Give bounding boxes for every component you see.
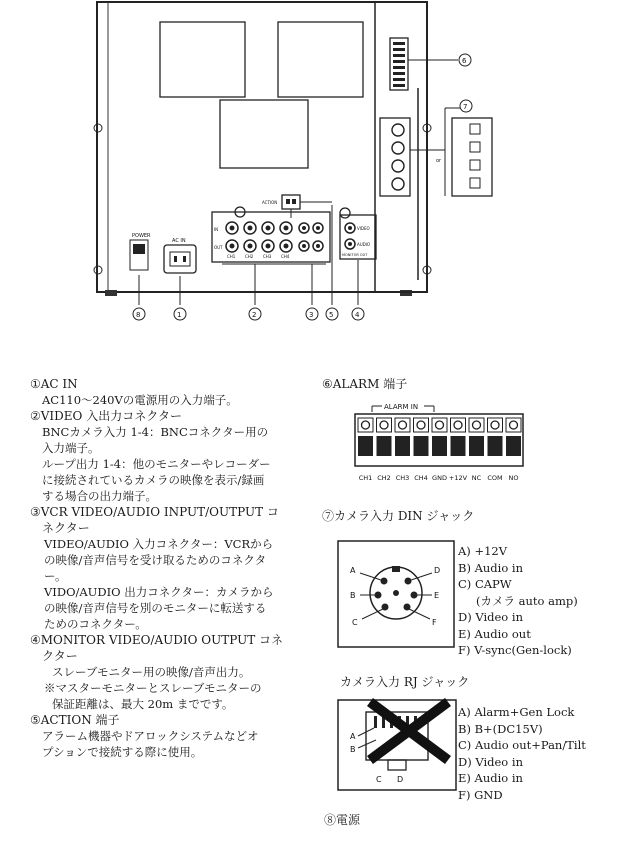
alarm-terminal-diagram xyxy=(322,392,622,502)
din-pin-e xyxy=(411,592,418,599)
ch2-label: CH2 xyxy=(245,254,254,259)
alarm-pin-nc xyxy=(469,418,484,456)
din-letter-c: C xyxy=(352,618,358,627)
rj-pin-item: A) Alarm+Gen Lock xyxy=(458,705,575,719)
callout-2 xyxy=(249,308,261,320)
or-label: or xyxy=(436,158,442,164)
alarm-pin-label: CH3 xyxy=(395,474,410,482)
monitor-video-label: VIDEO xyxy=(357,226,370,231)
ch4-label: CH4 xyxy=(281,254,290,259)
din-pin-a xyxy=(381,578,388,585)
side-alarm-block xyxy=(390,38,408,90)
action-line: プションで接続する際に使用。 xyxy=(42,745,203,759)
rj-pin-item: E) Audio in xyxy=(458,771,523,785)
alarm-pin-ch4 xyxy=(414,418,429,456)
din-pin-d xyxy=(405,578,412,585)
ac-inlet xyxy=(164,245,196,273)
vent-panel xyxy=(160,22,245,97)
svg-text:5: 5 xyxy=(329,311,334,319)
alarm-pin-label: NC xyxy=(471,474,482,482)
video-io-line: に接続されているカメラの映像を表示/録画 xyxy=(42,473,265,487)
alarm-pin-label: +12V xyxy=(448,474,468,482)
monitor-out-title-cont: クター xyxy=(42,649,78,663)
alarm-pin-labels xyxy=(359,474,519,482)
ac-in-title: ①AC IN xyxy=(30,377,78,391)
rj-pin-item: F) GND xyxy=(458,787,503,802)
svg-text:8: 8 xyxy=(136,311,141,319)
vent-panel xyxy=(220,100,308,168)
vcr-io-line: の映像/音声信号を別のモニターに転送する xyxy=(44,601,267,615)
ac-in-line: AC110～240Vの電源用の入力端子。 xyxy=(42,393,238,407)
alarm-pin-no xyxy=(506,418,521,456)
rj-pin-list xyxy=(458,704,586,803)
svg-text:6: 6 xyxy=(462,57,467,65)
callout-6 xyxy=(459,54,471,66)
video-io-title: ②VIDEO 入出力コネクター xyxy=(30,409,182,423)
alarm-in-bracket-label: ALARM IN xyxy=(384,403,419,411)
action-label: ACTION xyxy=(262,200,278,205)
alarm-pin-gnd xyxy=(432,418,447,456)
rj-letter-b: B xyxy=(350,745,356,754)
vcr-io-line: ー。 xyxy=(44,569,67,583)
callout-7 xyxy=(460,100,472,112)
rj-crossed-out-mark xyxy=(370,702,448,760)
din-pin-item: F) V-sync(Gen-lock) xyxy=(458,643,572,657)
din-jack-diagram xyxy=(330,535,460,655)
video-io-line: BNCカメラ入力 1-4：BNCコネクター用の xyxy=(42,425,269,439)
video-io-line: ループ出力 1-4：他のモニターやレコーダー xyxy=(42,457,271,471)
monitor-out-title: ④MONITOR VIDEO/AUDIO OUTPUT コネ xyxy=(30,633,284,647)
vcr-io-line: VIDEO/AUDIO 入力コネクター：VCRから xyxy=(44,537,274,551)
rj-jack-diagram xyxy=(330,698,460,798)
din-letter-e: E xyxy=(434,591,440,600)
callout-8 xyxy=(133,308,145,320)
side-din-panel xyxy=(380,118,410,196)
rear-panel-diagram xyxy=(0,0,632,330)
svg-text:3: 3 xyxy=(309,311,314,319)
video-io-line: 入力端子。 xyxy=(42,441,100,455)
rj-letter-d: D xyxy=(397,775,404,784)
din-letter-f: F xyxy=(432,618,437,627)
vent-panel xyxy=(278,22,363,97)
description-column xyxy=(30,376,283,760)
rj-letter-a: A xyxy=(350,732,356,741)
alarm-pin-ch3 xyxy=(395,418,410,456)
din-pin-item: E) Audio out xyxy=(458,626,531,641)
monitor-audio-label: AUDIO xyxy=(357,242,371,247)
action-terminal xyxy=(282,195,300,209)
monitor-out-line: ※マスターモニターとスレーブモニターの xyxy=(44,681,262,695)
din-pin-item: D) Video in xyxy=(458,610,523,624)
callout-3 xyxy=(306,308,318,320)
action-title: ⑤ACTION 端子 xyxy=(30,713,120,727)
input-label: IN xyxy=(214,227,219,232)
din-letter-a: A xyxy=(350,566,356,575)
din-title: ⑦カメラ入力 DIN ジャック xyxy=(322,509,475,523)
alarm-terminal-pins xyxy=(358,418,521,456)
callout-5 xyxy=(326,308,338,320)
din-pin-list xyxy=(458,543,578,659)
monitor-out-label: MONITOR OUT xyxy=(342,253,368,257)
ch3-label: CH3 xyxy=(263,254,272,259)
svg-text:2: 2 xyxy=(252,311,257,319)
side-panel xyxy=(375,2,427,292)
chassis-foot-left xyxy=(105,290,117,296)
alarm-pin-label: CH2 xyxy=(377,474,391,482)
action-line: アラーム機器やドアロックシステムなどオ xyxy=(42,729,259,743)
alarm-pins-side xyxy=(393,42,405,87)
vcr-connectors xyxy=(299,223,323,251)
svg-text:4: 4 xyxy=(355,311,360,319)
din-letter-b: B xyxy=(350,591,356,600)
vcr-io-title-cont: ネクター xyxy=(42,521,90,535)
callout-4 xyxy=(352,308,364,320)
din-pin-item: B) Audio in xyxy=(458,560,524,575)
rj-letter-c: C xyxy=(376,775,382,784)
din-pin-item: C) CAPW xyxy=(458,577,512,591)
output-label: OUT xyxy=(214,245,223,250)
alarm-title: ⑥ALARM 端子 xyxy=(322,377,408,391)
power-label: POWER xyxy=(132,233,151,239)
alarm-pin-ch2 xyxy=(377,418,392,456)
monitor-out-line: スレーブモニター用の映像/音声出力。 xyxy=(52,665,251,679)
vcr-io-line: VIDO/AUDIO 出力コネクター：カメラから xyxy=(44,585,274,599)
rj-title: カメラ入力 RJ ジャック xyxy=(340,675,470,689)
monitor-out-line: 保証距離は、最大 20m までです。 xyxy=(52,697,234,711)
chassis-foot-right xyxy=(400,290,412,296)
alarm-pin-label: COM xyxy=(487,474,503,482)
din-pin-item: (カメラ auto amp) xyxy=(476,593,578,608)
din-pin-b xyxy=(375,592,382,599)
svg-text:1: 1 xyxy=(177,311,182,319)
acin-label: AC IN xyxy=(172,238,186,244)
callout-1 xyxy=(174,308,186,320)
alarm-pin-label: CH4 xyxy=(414,474,428,482)
vcr-io-line: の映像/音声信号を受け取るためのコネクタ xyxy=(44,553,267,567)
din-pin-item: A) +12V xyxy=(458,544,508,558)
alarm-pin-com xyxy=(488,418,503,456)
alarm-pin-label: CH1 xyxy=(358,474,373,482)
bnc-row-bottom xyxy=(226,240,292,252)
vcr-io-line: ためのコネクター。 xyxy=(44,617,147,631)
ch1-label: CH1 xyxy=(227,254,236,259)
side-rj-panel xyxy=(452,118,492,196)
rj-pin-item: B) B+(DC15V) xyxy=(458,721,543,736)
bnc-row-top xyxy=(226,222,292,234)
vcr-io-title: ③VCR VIDEO/AUDIO INPUT/OUTPUT コ xyxy=(30,505,279,519)
alarm-pin-label: GND xyxy=(432,474,447,482)
svg-text:7: 7 xyxy=(463,103,468,111)
power-title: ⑧電源 xyxy=(324,813,361,827)
alarm-pin-12v xyxy=(451,418,466,456)
rj-pin-item: D) Video in xyxy=(458,754,523,769)
din-letter-d: D xyxy=(434,566,441,575)
alarm-pin-ch1 xyxy=(358,418,373,456)
alarm-pin-label: NO xyxy=(508,474,519,482)
video-io-line: する場合の出力端子。 xyxy=(42,489,157,503)
rj-pin-item: C) Audio out+Pan/Tilt xyxy=(458,738,586,752)
